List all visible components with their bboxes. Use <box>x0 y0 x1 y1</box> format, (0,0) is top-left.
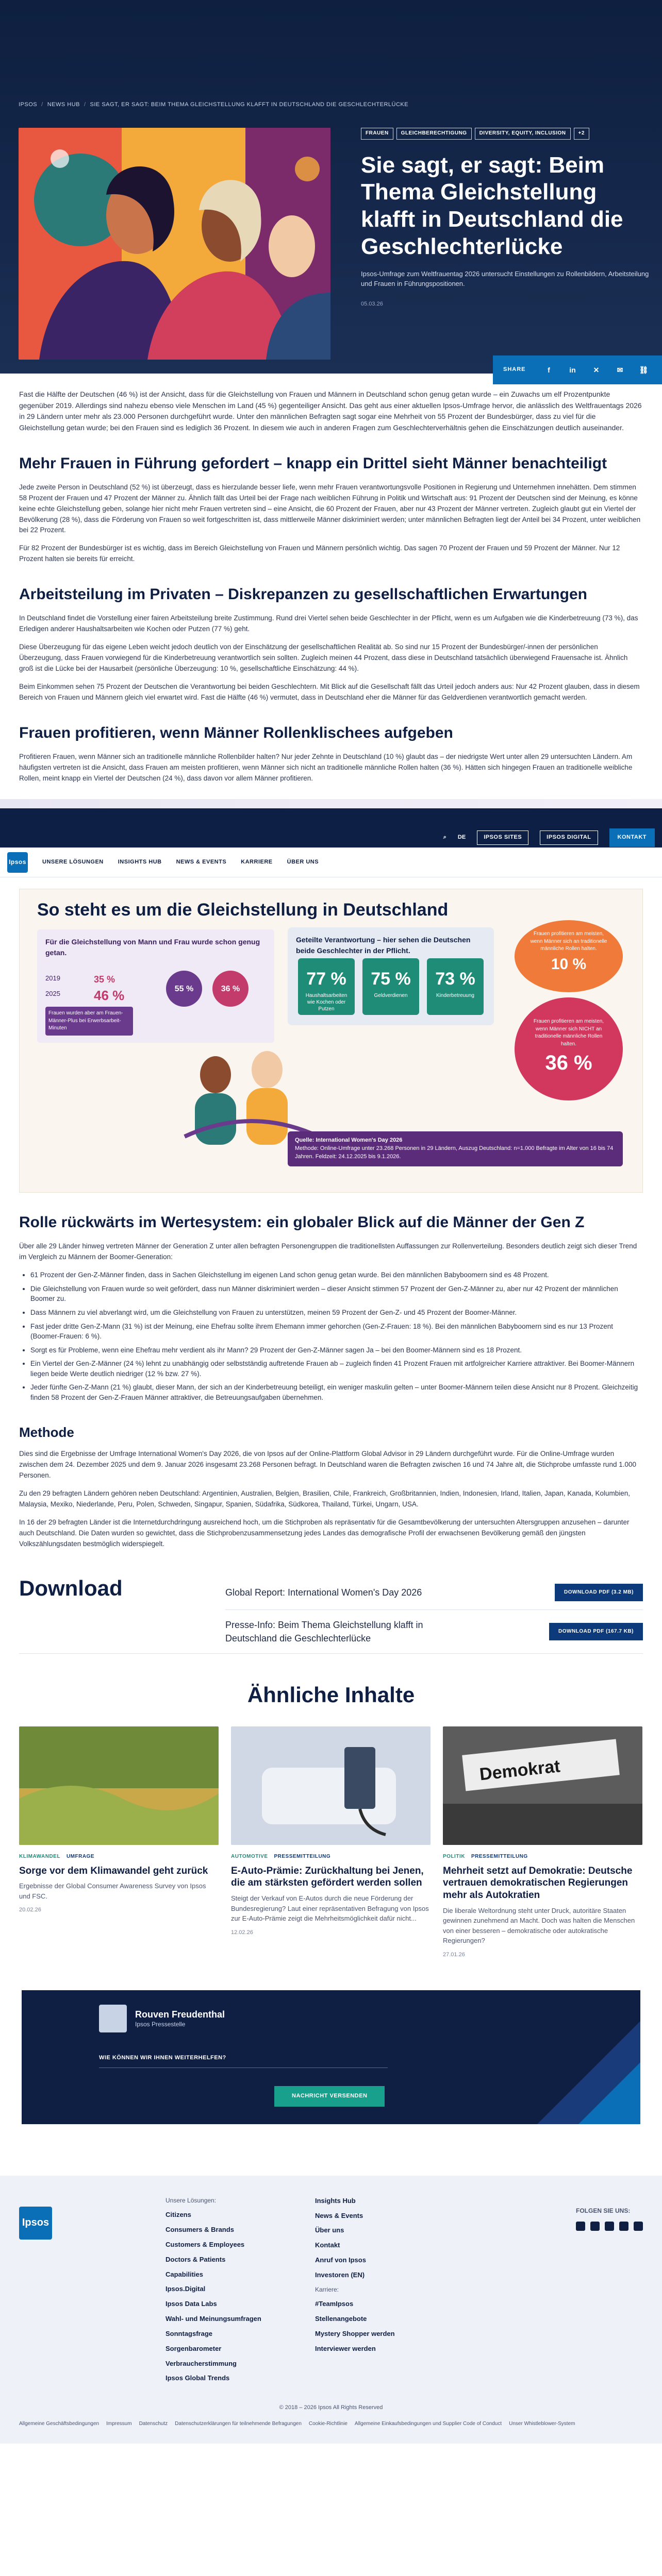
card-title[interactable]: Mehrheit setzt auf Demokratie: Deutsche vertrauen demokratischen Regierungen mehr als Autokratien <box>443 1865 633 1901</box>
stat-childcare: 73 % Kinderbetreuung <box>427 958 484 1015</box>
bubble-text: Frauen profitieren am meisten, wenn Männer sich an traditionelle männliche Rollen halten. <box>530 931 607 952</box>
genz-bullet-list <box>30 1270 643 1402</box>
card-tag[interactable]: PRESSEMITTEILUNG <box>471 1854 528 1860</box>
men-value-badge: 55 % <box>166 971 202 1007</box>
footer-link[interactable]: Kontakt <box>315 2241 340 2249</box>
hero-text <box>361 128 650 309</box>
download-row <box>225 1575 643 1610</box>
promo-stripe <box>0 799 662 828</box>
contact-role: Ipsos Pressestelle <box>135 2020 186 2028</box>
card-text: Ergebnisse der Global Consumer Awareness Survey von Ipsos und FSC. <box>19 1882 206 1900</box>
article-intro: Fast die Hälfte der Deutschen (46 %) ist der Ansicht, dass für die Gleichstellung von Frauen und Männern in Deutschland schon genug getan wurde – ein Zuwachs um elf Prozentpunkte gegenüber 2019. Allerdings sind nahezu ebenso viele Menschen im Land (45 %) gegenteiliger Ansicht. Das geht aus einer aktuellen Ipsos-Umfrage hervor, die anlässlich des Weltfrauentags 2026 in 29 Ländern unter mehr als 23.000 Personen durchgeführt wurde. Unter den männlichen Befragten sagt sogar eine Mehrheit von 55 Prozent der Bundesbürger, dass zu viel für die Gleichstellung getan wurde; bei den Frauen sind es lediglich 36 Prozent. In diesem wie auch in anderen Fragen zum Geschlechterverhältnis gehen die Einschätzungen deutlich auseinander. <box>19 390 642 432</box>
share-bar <box>493 355 662 384</box>
card-date: 20.02.26 <box>19 1907 41 1913</box>
hero-illustration <box>19 128 330 360</box>
download-name: Global Report: International Women's Day 2026 <box>225 1587 422 1598</box>
email-icon[interactable]: ✉ <box>617 365 623 374</box>
footer-link[interactable]: Ipsos Data Labs <box>166 2300 217 2308</box>
year-2019: 2019 <box>45 974 60 982</box>
footer-link[interactable]: Interviewer werden <box>315 2344 376 2352</box>
related-heading: Ähnliche Inhalte <box>247 1683 415 1707</box>
section-heading: Arbeitsteilung im Privaten – Diskrepanzen zu gesellschaftlichen Erwartungen <box>19 586 587 603</box>
download-row <box>225 1609 643 1653</box>
traditional-roles-bubble <box>515 920 623 992</box>
contact-name: Rouven Freudenthal <box>135 2009 225 2020</box>
legal-link[interactable]: Datenschutzerklärungen für teilnehmende Befragungen <box>175 2421 302 2427</box>
download-list <box>225 1575 643 1654</box>
publish-date: 05.03.26 <box>361 300 383 307</box>
nav-careers[interactable]: KARRIERE <box>241 858 273 865</box>
footer-link[interactable]: Anruf von Ipsos <box>315 2256 366 2264</box>
section-heading: Frauen profitieren, wenn Männer Rollenklischees aufgeben <box>19 724 453 741</box>
footer-link[interactable]: Verbraucherstimmung <box>166 2359 237 2367</box>
bubble-value: 10 % <box>551 955 587 973</box>
instagram-icon[interactable] <box>590 2222 600 2231</box>
card-image <box>443 1726 642 1845</box>
share-label: SHARE <box>503 366 526 373</box>
footer-link[interactable]: #TeamIpsos <box>315 2300 354 2308</box>
card-image <box>231 1726 431 1845</box>
facebook-icon[interactable]: f <box>548 365 550 374</box>
footer-link[interactable]: Insights Hub <box>315 2196 356 2205</box>
bubble-text: Frauen profitieren am meisten, wenn Männer sich NICHT an traditionelle männliche Rollen halten. <box>533 1019 604 1047</box>
legal-link[interactable]: Allgemeine Einkaufsbedingungen und Supplier Code of Conduct <box>354 2421 502 2427</box>
legal-link[interactable]: Impressum <box>106 2421 132 2427</box>
card-title[interactable]: E-Auto-Prämie: Zurückhaltung bei Jenen, die am stärksten gefördert werden sollen <box>231 1865 424 1889</box>
footer-link[interactable]: Doctors & Patients <box>166 2255 226 2263</box>
linkedin-icon[interactable]: in <box>569 365 576 374</box>
paragraph: In 16 der 29 befragten Länder ist die Internetdurchdringung ausreichend hoch, um die Stichproben als repräsentativ für die Gesamtbevölkerung der untersuchten Altersgruppen anzusehen – darunter auch Deutschland. Die Daten wurden so gewichtet, dass die Stichprobenzusammensetzung jedes Landes das demografische Profil der erwachsenen Bevölkerung gemäß den jüngsten Volkszählungsdaten bestmöglich widerspiegelt. <box>19 1518 630 1548</box>
contact-input-line[interactable] <box>99 2067 388 2068</box>
card-date: 27.01.26 <box>443 1951 465 1958</box>
year-2025: 2025 <box>45 990 60 998</box>
ipsos-logo[interactable]: Ipsos <box>7 852 28 873</box>
ipsos-sites-button[interactable]: IPSOS SITES <box>477 831 528 845</box>
main-nav <box>0 848 662 877</box>
ipsos-digital-button[interactable]: IPSOS DIGITAL <box>540 831 598 845</box>
legal-link[interactable]: Datenschutz <box>139 2421 168 2427</box>
related-card[interactable] <box>19 1726 219 1959</box>
infographic-title: So steht es um die Gleichstellung in Deutschland <box>37 900 449 920</box>
footer-link[interactable]: News & Events <box>315 2211 363 2219</box>
svg-text:Demokrat: Demokrat <box>478 1756 561 1785</box>
breadcrumb: IPSOS / NEWS HUB / SIE SAGT, ER SAGT: BEIM THEMA GLEICHSTELLUNG KLAFFT IN DEUTSCHLAND DIE GESCHLECHTERLÜCKE <box>19 101 408 109</box>
footer-link[interactable]: Investoren (EN) <box>315 2271 365 2279</box>
send-message-button[interactable]: NACHRICHT VERSENDEN <box>274 2086 385 2107</box>
copyright: © 2018 – 2026 Ipsos All Rights Reserved <box>279 2404 383 2411</box>
page-subtitle: Ipsos-Umfrage zum Weltfrauentag 2026 untersucht Einstellungen zu Rollenbildern, Arbeitsteilung und Frauen in Führungspositionen. <box>361 269 649 288</box>
download-heading: Download <box>19 1575 123 1600</box>
paragraph: Über alle 29 Länder hinweg vertreten Männer der Generation Z unter allen befragten Personengruppen die traditionellsten Auffassungen zur Rollenverteilung. Besonders deutlich zeigt sich dieser Trend im Vergleich zu Männern der Boomer-Generation: <box>19 1242 637 1261</box>
women-value-badge: 36 % <box>212 971 249 1007</box>
avatar <box>99 2005 127 2032</box>
footer-link[interactable]: Ipsos Global Trends <box>166 2374 230 2382</box>
paragraph: Beim Einkommen sehen 75 Prozent der Deutschen die Verantwortung bei beiden Geschlechtern. Mit Blick auf die Gesellschaft fällt das Urteil jedoch anders aus: Nur 42 Prozent glauben, dass in diesem Bereich von Frauen und Männern gleich viel erwartet wird. Fast die Hälfte (46 %) vermutet, dass in Deutschland eher die Männer für das Geldverdienen verantwortlich gemacht werden. <box>19 682 640 701</box>
language-switcher[interactable]: DE <box>457 834 466 841</box>
utility-nav <box>0 828 662 848</box>
youtube-icon[interactable] <box>605 2222 614 2231</box>
card-tag[interactable]: PRESSEMITTEILUNG <box>274 1854 331 1860</box>
infographic-note: Frauen wurden aber am Frauen-Männer-Plus bei Erwerbsarbeit-Minuten <box>45 1007 133 1036</box>
value-2019: 35 % <box>94 974 115 985</box>
list-item: • Sorgt es für Probleme, wenn eine Ehefrau mehr verdient als ihr Mann? 29 Prozent der Gen-Z-Männer sagen Ja – bei den Boomer-Männern sind es 18 Prozent. <box>30 1345 643 1355</box>
download-pdf-button[interactable]: DOWNLOAD PDF (167.7 KB) <box>549 1623 643 1641</box>
paragraph: Dies sind die Ergebnisse der Umfrage International Women's Day 2026, die von Ipsos auf der Online-Plattform Global Advisor in 29 Ländern durchgeführt wurde. Für die Online-Umfrage wurden zwischen dem 24. Dezember 2025 und dem 9. Januar 2026 insgesamt 23.268 Personen befragt. In Deutschland waren die Befragten zwischen 16 und 74 Jahre alt, die Stichprobe umfasste rund 1.000 Personen. <box>19 1450 636 1479</box>
paragraph: In Deutschland findet die Vorstellung einer fairen Arbeitsteilung breite Zustimmung. Rund drei Viertel sehen beide Geschlechter in der Pflicht, wenn es um Aufgaben wie die Kinderbetreuung (73 %), das Erledigen anderer Haushaltsarbeiten wie Kochen oder Putzen (77 %) geht. <box>19 614 638 633</box>
facebook-icon[interactable] <box>634 2222 643 2231</box>
tag-frauen[interactable]: FRAUEN <box>361 128 393 140</box>
footer-logo[interactable]: Ipsos <box>19 2207 52 2240</box>
shared-responsibility-panel <box>288 927 494 1025</box>
contact-box <box>22 1990 640 2124</box>
infographic <box>19 889 643 1193</box>
method-label: Methode: Online-Umfrage unter 23.268 Personen in 29 Ländern, Auszug Deutschland: n=1.000 Befragte im Alter von 16 bis 74 Jahren. Feldzeit: 24.12.2025 bis 9.1.2026. <box>295 1145 614 1160</box>
footer-link[interactable]: Consumers & Brands <box>166 2226 234 2234</box>
footer-col-about <box>315 2196 465 2389</box>
paragraph: Zu den 29 befragten Ländern gehören neben Deutschland: Argentinien, Australien, Belgien, Brasilien, Chile, Frankreich, Großbritannien, Indien, Indonesien, Irland, Italien, Japan, Kanada, Kolumbien, Malaysia, Mexiko, Niederlande, Peru, Polen, Schweden, Singapur, Spanien, Südafrika, Südkorea, Thailand, Türkei, Ungarn, USA. <box>19 1489 631 1508</box>
infographic-source <box>288 1131 623 1166</box>
search-icon[interactable]: ⌕ <box>443 834 446 841</box>
card-image <box>19 1726 219 1845</box>
footer-link[interactable]: Mystery Shopper werden <box>315 2329 395 2337</box>
card-tag[interactable]: POLITIK <box>443 1854 465 1860</box>
value-2025: 46 % <box>94 988 125 1004</box>
footer-col-heading: Karriere: <box>315 2285 339 2293</box>
list-item: • 61 Prozent der Gen-Z-Männer finden, dass in Sachen Gleichstellung im eigenen Land schon genug getan wurde. Bei den männlichen Babyboomern sind es 48 Prozent. <box>30 1270 643 1280</box>
footer-col-solutions <box>166 2196 315 2389</box>
tag-more[interactable]: +2 <box>574 128 589 140</box>
card-date: 12.02.26 <box>231 1929 253 1936</box>
footer-link[interactable]: Stellenangebote <box>315 2315 367 2323</box>
stat-household: 77 % Haushaltsarbeiten wie Kochen oder Putzen <box>298 958 355 1015</box>
list-item: • Die Gleichstellung von Frauen wurde so weit gefördert, dass nun Männer diskriminiert werden – dieser Ansicht stimmen 57 Prozent der Gen-Z-Männer zu, aber nur 42 Prozent der männlichen Boomer zu. <box>30 1284 643 1304</box>
breadcrumb-ipsos[interactable]: IPSOS <box>19 101 38 108</box>
card-tag[interactable]: UMFRAGE <box>66 1854 95 1860</box>
tag-gleichberechtigung[interactable]: GLEICHBERECHTIGUNG <box>396 128 472 140</box>
footer-link[interactable]: Citizens <box>166 2211 191 2219</box>
download-name: Presse-Info: Beim Thema Gleichstellung klafft in Deutschland die Geschlechterlücke <box>225 1620 423 1644</box>
site-footer <box>0 2176 662 2444</box>
related-card[interactable] <box>231 1726 431 1959</box>
bubble-value: 36 % <box>545 1052 592 1075</box>
follow-label: FOLGEN SIE UNS: <box>576 2207 631 2214</box>
social-links <box>576 2207 643 2231</box>
legal-links <box>19 2420 643 2428</box>
link-icon[interactable]: ⛓ <box>639 365 649 374</box>
footer-link[interactable]: Ipsos.Digital <box>166 2285 206 2293</box>
section-heading: Methode <box>19 1425 74 1440</box>
download-section <box>19 1575 643 1654</box>
decorative-shapes <box>455 1990 640 2124</box>
linkedin-icon[interactable] <box>576 2222 585 2231</box>
tag-dei[interactable]: DIVERSITY, EQUITY, INCLUSION <box>475 128 571 140</box>
non-traditional-roles-bubble <box>515 997 623 1100</box>
paragraph: Diese Überzeugung für das eigene Leben weicht jedoch deutlich von der Einschätzung der gesellschaftlichen Realität ab. So sind nur 15 Prozent der Bundesbürger/-innen der persönlichen Überzeugung, dass Frauen vorwiegend für die Kinderbetreuung verantwortlich sein sollten. Zugleich meinen 44 Prozent, dass diese in Deutschland tatsächlich überwiegend Frauensache ist. Ähnlich groß ist die Lücke bei der Hausarbeit (persönliche Überzeugung: 10 %, gesellschaftliche Einschätzung: 44 %). <box>19 643 628 672</box>
footer-link[interactable]: Über uns <box>315 2226 344 2234</box>
list-item: • Dass Männern zu viel abverlangt wird, um die Gleichstellung von Frauen zu unterstützen, meinen 59 Prozent der Gen-Z- und 45 Prozent der Boomer-Männer. <box>30 1308 643 1318</box>
card-tag[interactable]: KLIMAWANDEL <box>19 1854 60 1860</box>
footer-link[interactable]: Wahl- und Meinungsumfragen <box>166 2315 261 2323</box>
related-card[interactable] <box>443 1726 642 1959</box>
stat-income: 75 % Geldverdienen <box>362 958 419 1015</box>
breadcrumb-news-hub[interactable]: NEWS HUB <box>47 101 80 108</box>
page-title: Sie sagt, er sagt: Beim Thema Gleichstellung klafft in Deutschland die Geschlechterlücke <box>361 152 623 259</box>
paragraph: Profitieren Frauen, wenn Männer sich an traditionelle männliche Rollenbilder halten? Nur jeder Zehnte in Deutschland (10 %) glaubt das – der niedrigste Wert unter allen 29 untersuchten Ländern. Am häufigsten vertreten ist die Ansicht, dass Frauen am meisten profitieren, wenn Männer sich nicht an traditionelle männliche Rollen halten (36 %). Hätten sich hingegen Frauen an traditionelle weibliche Rollen, meint knapp ein Viertel der Deutschen (24 %), dass davon vor allem Männer profitieren. <box>19 752 633 782</box>
legal-link[interactable]: Allgemeine Geschäftsbedingungen <box>19 2421 100 2427</box>
infographic-question-panel <box>37 929 274 1043</box>
list-item: • Fast jeder dritte Gen-Z-Mann (31 %) ist der Meinung, eine Ehefrau sollte ihrem Ehemann immer gehorchen (Gen-Z-Frauen: 18 %). Bei den männlichen Babyboomern sind es nur 13 Prozent (Boomer-Frauen: 6 %). <box>30 1321 643 1342</box>
contact-question: WIE KÖNNEN WIR IHNEN WEITERHELFEN? <box>99 2054 226 2061</box>
download-pdf-button[interactable]: DOWNLOAD PDF (3.2 MB) <box>555 1584 643 1602</box>
footer-link[interactable]: Sonntagsfrage <box>166 2329 213 2337</box>
card-title[interactable]: Sorge vor dem Klimawandel geht zurück <box>19 1865 208 1876</box>
footer-col-heading: Unsere Lösungen: <box>166 2196 217 2204</box>
x-icon[interactable]: ✕ <box>593 365 600 374</box>
nav-about[interactable]: ÜBER UNS <box>287 858 319 865</box>
footer-link[interactable]: Sorgenbarometer <box>166 2344 222 2352</box>
genz-section <box>19 1213 643 1959</box>
section-heading: Mehr Frauen in Führung gefordert – knapp ein Drittel sieht Männer benachteiligt <box>19 454 607 472</box>
paragraph: Jede zweite Person in Deutschland (52 %) ist überzeugt, dass es hierzulande besser liefe, wenn mehr Frauen verantwortungsvolle Positionen in Regierung und Unternehmen innehätten. Dem stimmen 58 Prozent der Frauen und 47 Prozent der Männer zu. Ähnlich fällt das Urteil bei der Frage nach weiblichen Führung in Politik und Wirtschaft aus: 91 Prozent der Deutschen sind der Meinung, es könne keine echte Gleichstellung geben, solange hier nicht mehr Frauen vertreten sind – eine Ansicht, die 60 Prozent der Frauen, aber nur 43 Prozent der Männer vertreten. Zugleich glaubt gut ein Viertel der Bevölkerung (28 %), dass die Förderung von Frauen so weit fortgeschritten ist, dass mittlerweile Männer diskriminiert werden; unter männlichen Befragten liegt der Anteil bei 34 Prozent, unter weiblichen bei 22 Prozent. <box>19 483 641 534</box>
footer-link[interactable]: Capabilities <box>166 2270 203 2278</box>
paragraph: Für 82 Prozent der Bundesbürger ist es wichtig, dass im Bereich Gleichstellung von Frauen und Männern persönlich wichtig. Das sagen 70 Prozent der Frauen und 59 Prozent der Männer. Nur 12 Prozent halten sie bereits für erreicht. <box>19 544 620 563</box>
x-icon[interactable] <box>619 2222 628 2231</box>
footer-link[interactable]: Customers & Employees <box>166 2240 245 2248</box>
legal-link[interactable]: Cookie-Richtlinie <box>308 2421 347 2427</box>
list-item: • Jeder fünfte Gen-Z-Mann (21 %) glaubt, dieser Mann, der sich an der Kinderbetreuung beteiligt, ein weniger maskulin gelten – unter Boomer-Männern teilen diese Ansicht nur 8 Prozent. Gleichzeitig finden 58 Prozent der Gen-Z-Frauen Männer attraktiver, die Betreuungsaufgaben übernehmen. <box>30 1382 643 1402</box>
card-tag[interactable]: AUTOMOTIVE <box>231 1854 268 1860</box>
list-item: • Ein Viertel der Gen-Z-Männer (24 %) lehnt zu unabhängig oder selbstständig auftretende Frauen ab – zugleich finden 41 Prozent Frauen mit artfolgreicher Karriere attraktiver. Bei Boomer-Männern liegen beide Werte deutlich niedriger (12 % bzw. 27 %). <box>30 1359 643 1379</box>
article-hero <box>0 0 662 374</box>
topic-tags <box>361 128 650 140</box>
panel-heading: Geteilte Verantwortung – hier sehen die Deutschen beide Geschlechter in der Pflicht. <box>296 936 471 955</box>
source-label: Quelle: International Women's Day 2026 <box>295 1137 403 1144</box>
section-heading: Rolle rückwärts im Wertesystem: ein globaler Blick auf die Männer der Gen Z <box>19 1214 585 1231</box>
nav-news[interactable]: NEWS & EVENTS <box>176 858 227 865</box>
nav-insights[interactable]: INSIGHTS HUB <box>118 858 162 865</box>
contact-button[interactable]: KONTAKT <box>609 828 655 847</box>
legal-link[interactable]: Unser Whistleblower-System <box>509 2421 575 2427</box>
breadcrumb-current: SIE SAGT, ER SAGT: BEIM THEMA GLEICHSTELLUNG KLAFFT IN DEUTSCHLAND DIE GESCHLECHTERLÜCKE <box>90 101 409 108</box>
card-text: Die liberale Weltordnung steht unter Druck, autoritäre Staaten gewinnen zunehmend an Macht. Doch was halten die Menschen von einer besseren – demokratische oder autokratische Regierungen? <box>443 1906 635 1945</box>
related-cards <box>19 1726 643 1959</box>
article-body <box>19 374 643 784</box>
card-text: Steigt der Verkauf von E-Autos durch die neue Förderung der Bundesregierung? Laut einer repräsentativen Befragung von Ipsos zur E-Auto-Prämie zeigt die Mehrheitsmöglichkeit dafür nicht... <box>231 1894 429 1923</box>
infographic-question: Für die Gleichstellung von Mann und Frau wurde schon genug getan. <box>45 938 260 957</box>
nav-solutions[interactable]: UNSERE LÖSUNGEN <box>42 858 104 865</box>
